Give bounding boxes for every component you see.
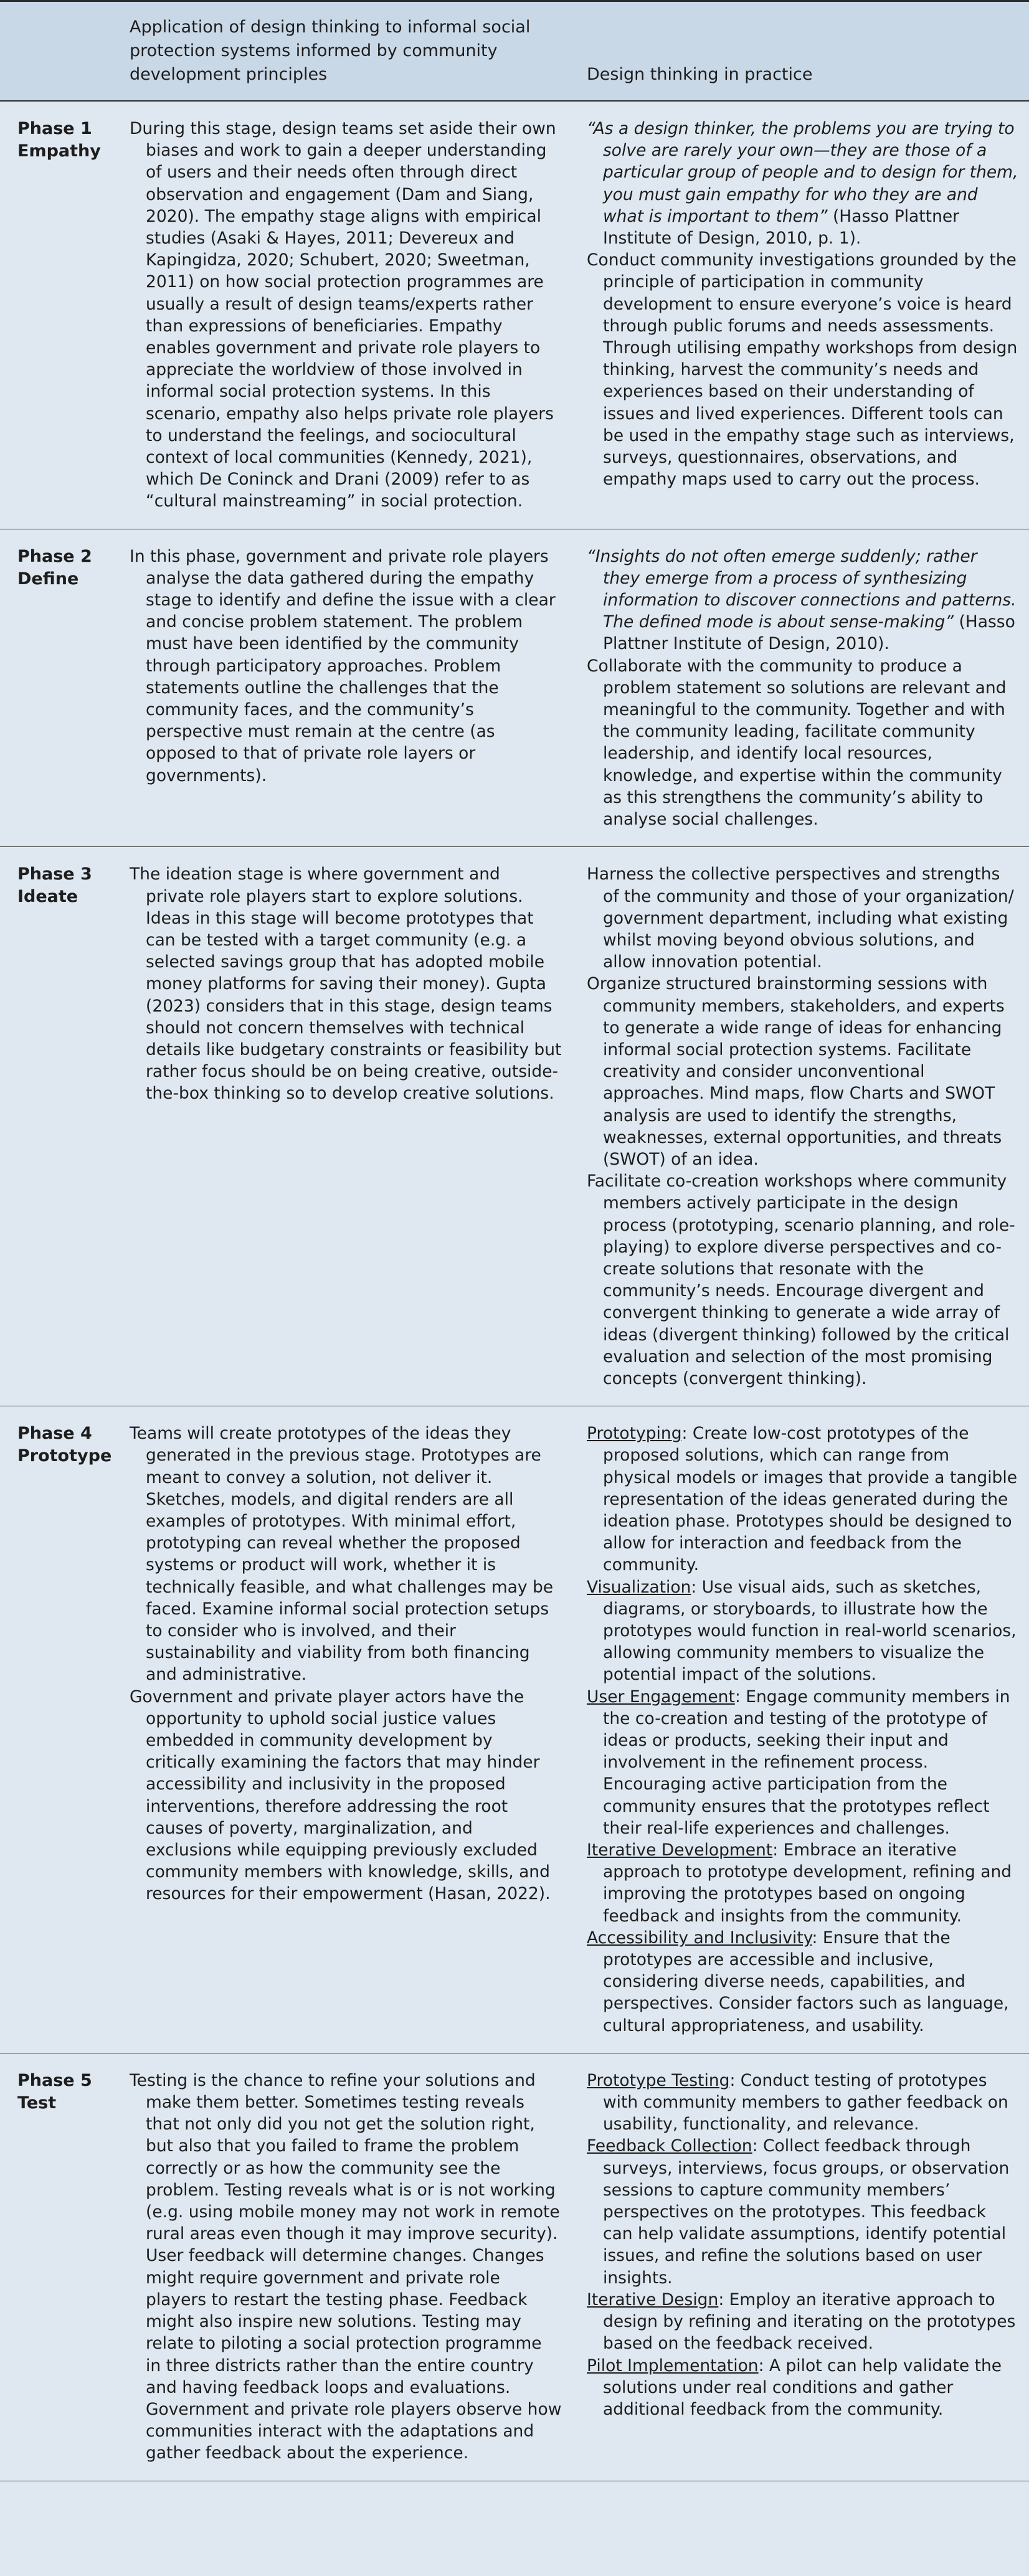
practice-item-term: Iterative Development [587, 1840, 773, 1860]
practice-item-term: User Engagement [587, 1687, 735, 1707]
practice-item-text: : Ensure that the prototypes are accessible and inclusive, considering diverse needs, capabilities, and perspectives. Consider factors such as language, cultural appropriateness, and usability. [603, 1928, 1009, 2035]
practice-paragraph: Harness the collective perspectives and strengths of the community and those of your organization/ government department, including what existing whilst moving beyond obvious solutions, and allow innovation potential. [587, 864, 1014, 972]
practice-item [587, 1423, 1019, 1576]
practice-text: Conduct community investigations grounded by the principle of participation in community development to ensure everyone’s voice is heard through public forums and needs assessments. Through utilising empathy workshops from design thinking, harvest the community’s needs and experiences based on their understanding of issues and lived experiences. Different tools can be used in the empathy stage such as interviews, surveys, questionnaires, observations, and empathy maps used to carry out the process. [587, 250, 1018, 490]
practice-cell [572, 101, 1029, 529]
table-row-phase-2 [0, 529, 1029, 847]
practice-item-text: : Engage community members in the co-creation and testing of the prototype of ideas or products, seeking their input and involvement in the refinement process. Encouraging active participation from the community ensures that the prototypes reflect their real-life experiences and challenges. [603, 1687, 1010, 1838]
application-cell [115, 101, 572, 529]
phase-name: Prototype [17, 1446, 112, 1466]
application-paragraph: Teams will create prototypes of the ideas they generated in the previous stage. Prototypes are meant to convey a solution, not deliver it. Sketches, models, and digital renders are all examples of prototypes. With minimal effort, prototyping can reveal whether the proposed systems or product will work, whether it is technically feasible, and what challenges may be faced. Examine informal social protection setups to consider who is involved, and their sustainability and viability from both financing and administrative. [130, 1424, 554, 1685]
design-thinking-table [0, 2, 1029, 2481]
application-text: During this stage, design teams set aside their own biases and work to gain a deeper understanding of users and their needs often through direct observation and engagement (Dam and Siang, 2020). The empathy stage aligns with empirical studies (Asaki & Hayes, 2011; Devereux and Kapingidza, 2020; Schubert, 2020; Sweetman, 2011) on how social protection programmes are usually a result of design teams/experts rather than expressions of beneficiaries. Empathy enables government and private role players to appreciate the worldview of those involved in informal social protection systems. In this scenario, empathy also helps private role players to understand the feelings, and sociocultural context of local communities (Kennedy, 2021), which De Coninck and Drani (2009) refer to as “cultural mainstreaming” in social protection. [130, 119, 556, 511]
practice-item-text: : Collect feedback through surveys, interviews, focus groups, or observation sessions to capture community members’ perspectives on the prototypes. This feedback can help validate assumptions, identify potential issues, and refine the solutions based on user insights. [603, 2136, 1010, 2288]
practice-item [587, 2135, 1019, 2288]
phase-number: Phase 2 [17, 546, 92, 566]
application-text: Testing is the chance to refine your solutions and make them better. Sometimes testing reveals that not only did you not get the solution right, but also that you failed to frame the problem correctly or as how the community see the problem. Testing reveals what is or is not working (e.g. using mobile money may not work in remote rural areas even though it may improve security). User feedback will determine changes. Changes might require government and private role players to restart the testing phase. Feedback might also inspire new solutions. Testing may relate to piloting a social protection programme in three districts rather than the entire country and having feedback loops and evaluations. Government and private role players observe how communities interact with the adaptations and gather feedback about the experience. [130, 2070, 562, 2463]
practice-item [587, 2070, 1019, 2136]
phase-number: Phase 5 [17, 2070, 92, 2090]
application-cell [115, 847, 572, 1406]
phase-name: Ideate [17, 887, 78, 907]
phase-name: Test [17, 2093, 57, 2113]
practice-item-text: : Employ an iterative approach to design by refining and iterating on the prototypes based on the feedback received. [603, 2290, 1016, 2354]
table-row-phase-4 [0, 1406, 1029, 2053]
phase-name: Define [17, 569, 79, 589]
phase-label [0, 1406, 115, 2053]
practice-item-term: Prototyping [587, 1424, 682, 1444]
practice-item [587, 2289, 1019, 2355]
practice-paragraph: Organize structured brainstorming sessions with community members, stakeholders, and experts to generate a wide range of ideas for enhancing informal social protection systems. Facilitate creativity and consider unconventional approaches. Mind maps, flow Charts and SWOT analysis are used to identify the strengths, weaknesses, external opportunities, and threats (SWOT) of an idea. [587, 974, 1005, 1169]
practice-item-term: Pilot Implementation [587, 2356, 759, 2375]
header-col-practice: Design thinking in practice [572, 2, 1029, 101]
practice-item-term: Prototype Testing [587, 2070, 730, 2090]
practice-item [587, 1686, 1019, 1839]
phase-label [0, 2053, 115, 2481]
practice-item-term: Accessibility and Inclusivity [587, 1928, 812, 1948]
practice-item-text: : Create low-cost prototypes of the proposed solutions, which can range from physical models or images that provide a tangible representation of the ideas generated during the ideation phase. Prototypes should be designed to allow for interaction and feedback from the community. [603, 1424, 1018, 1575]
practice-item-text: : A pilot can help validate the solutions under real conditions and gather additional feedback from the community. [603, 2356, 1002, 2419]
practice-item-term: Visualization [587, 1577, 691, 1597]
practice-item-text: : Use visual aids, such as sketches, diagrams, or storyboards, to illustrate how the prototypes would function in real-world scenarios, allowing community members to visualize the potential impact of the solutions. [603, 1577, 1017, 1685]
table-row-phase-3 [0, 847, 1029, 1406]
practice-quote-citation: (Hasso Plattner Institute of Design, 2010). [603, 612, 1015, 654]
application-text: The ideation stage is where government and private role players start to explore solutions. Ideas in this stage will become prototypes that can be tested with a target community (e.g. a selected savings group that has adopted mobile money platforms for saving their money). Gupta (2023) considers that in this stage, design teams should not concern themselves with technical details like budgetary constraints or feasibility but rather focus should be on being creative, outside-the-box thinking so to develop creative solutions. [130, 864, 562, 1104]
practice-item-text: : Conduct testing of prototypes with community members to gather feedback on usability, functionality, and relevance. [603, 2070, 1008, 2134]
phase-label [0, 101, 115, 529]
application-cell [115, 2053, 572, 2481]
practice-quote: “Insights do not often emerge suddenly; rather they emerge from a process of synthesizing information to discover connections and patterns. The defined mode is about sense-making” [587, 546, 1017, 632]
practice-quote-citation: (Hasso Plattner Institute of Design, 2010, p. 1). [603, 206, 960, 249]
phase-name: Empathy [17, 141, 101, 161]
practice-item [587, 1576, 1019, 1686]
practice-text: Collaborate with the community to produce a problem statement so solutions are relevant and meaningful to the community. Together and with the community leading, facilitate community leadership, and identify local resources, knowledge, and expertise within the community as this strengthens the community’s ability to analyse social challenges. [587, 656, 1007, 830]
practice-cell [572, 847, 1029, 1406]
practice-item [587, 1927, 1019, 2037]
table-header-row [0, 2, 1029, 101]
application-cell [115, 529, 572, 847]
practice-paragraph: Facilitate co-creation workshops where community members actively participate in the design process (prototyping, scenario planning, and role-playing) to explore diverse perspectives and co-create solutions that resonate with the community’s needs. Encourage divergent and convergent thinking to generate a wide array of ideas (divergent thinking) followed by the critical evaluation and selection of the most promising concepts (convergent thinking). [587, 1172, 1015, 1388]
application-text: In this phase, government and private role players analyse the data gathered during the empathy stage to identify and define the issue with a clear and concise problem statement. The problem must have been identified by the community through participatory approaches. Problem statements outline the challenges that the community faces, and the community’s perspective must remain at the centre (as opposed to that of private role layers or governments). [130, 546, 556, 785]
phase-number: Phase 4 [17, 1424, 92, 1444]
practice-item [587, 1839, 1019, 1927]
practice-quote: “As a design thinker, the problems you are trying to solve are rarely your own—they are those of a particular group of people and to design for them, you must gain empathy for who they are and what is important to them” [587, 119, 1018, 226]
application-paragraph: Government and private player actors have the opportunity to uphold social justice values embedded in community development by critically examining the factors that may hinder accessibility and inclusivity in the proposed interventions, therefore addressing the root causes of poverty, marginalization, and exclusions while equipping previously excluded community members with knowledge, skills, and resources for their empowerment (Hasan, 2022). [130, 1687, 551, 1904]
practice-cell [572, 2053, 1029, 2481]
practice-cell [572, 1406, 1029, 2053]
practice-item-term: Feedback Collection [587, 2136, 752, 2156]
header-col-application: Application of design thinking to informal social protection systems informed by community development principles [115, 2, 572, 101]
phase-number: Phase 1 [17, 119, 92, 138]
practice-item-text: : Embrace an iterative approach to prototype development, refining and improving the prototypes based on ongoing feedback and insights from the community. [603, 1840, 1012, 1926]
practice-quote-paragraph [587, 118, 1019, 249]
phase-number: Phase 3 [17, 864, 92, 884]
phase-label [0, 847, 115, 1406]
application-cell [115, 1406, 572, 2053]
practice-item [587, 2355, 1019, 2421]
practice-quote-paragraph [587, 546, 1019, 655]
table-row-phase-1 [0, 101, 1029, 529]
practice-item-term: Iterative Design [587, 2290, 719, 2309]
table-row-phase-5 [0, 2053, 1029, 2481]
phase-label [0, 529, 115, 847]
practice-cell [572, 529, 1029, 847]
header-col-phase [0, 2, 115, 101]
